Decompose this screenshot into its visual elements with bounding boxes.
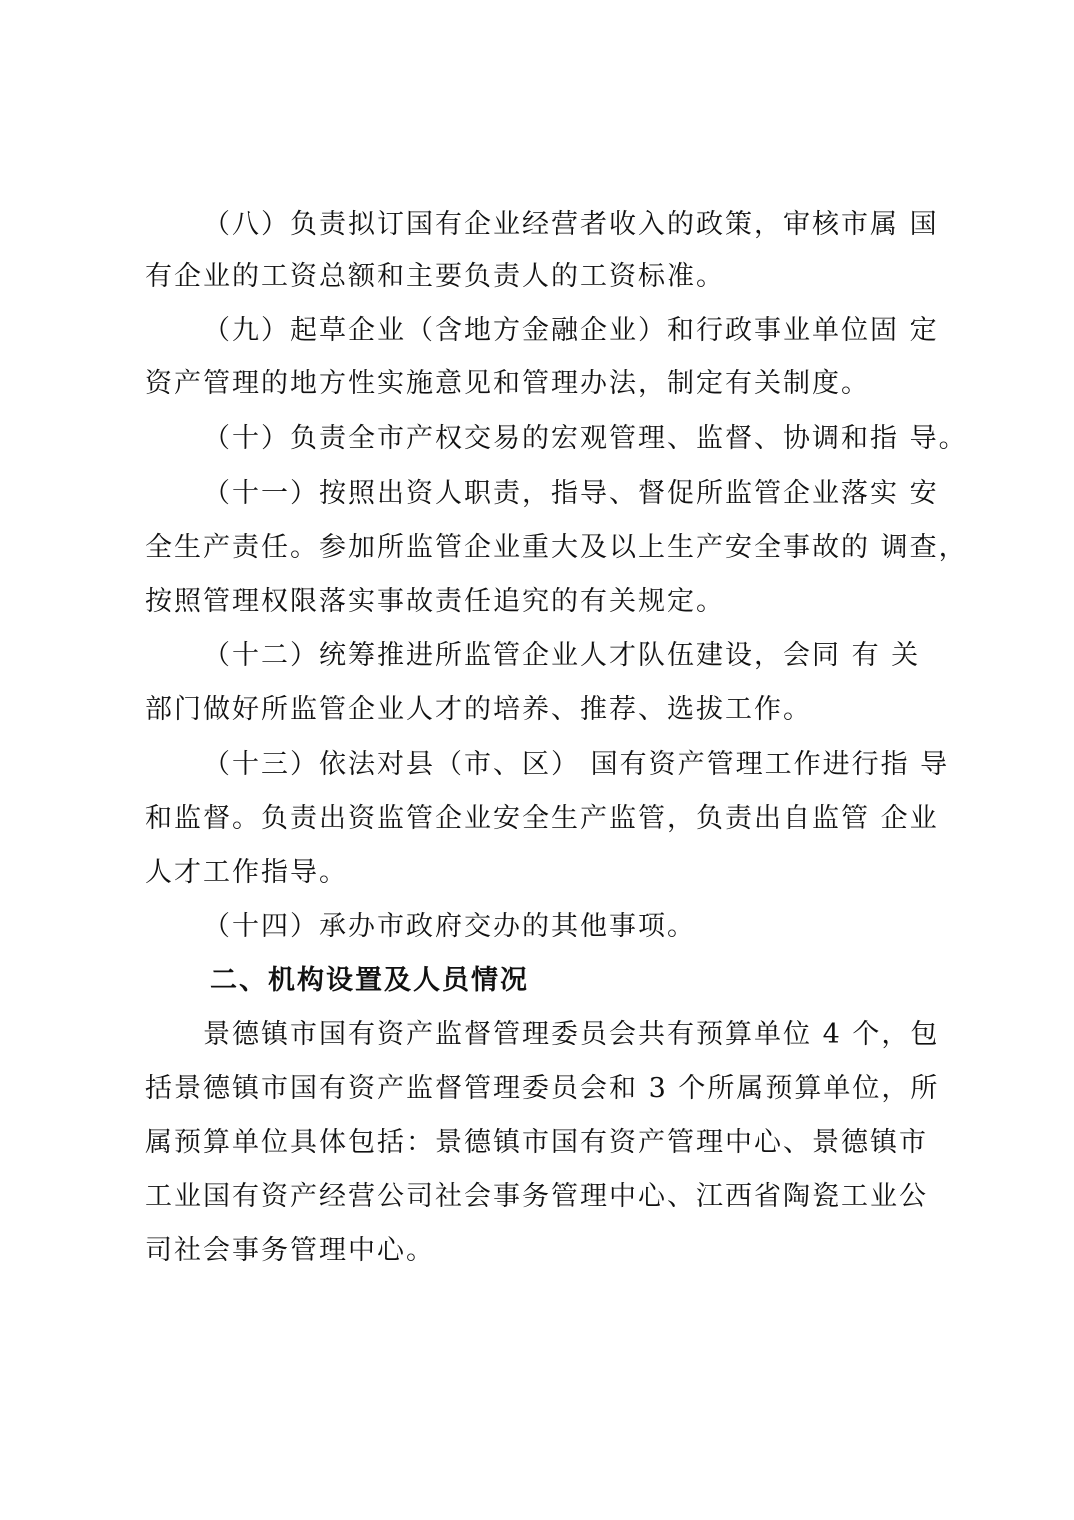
org-paragraph-line-2: 括景德镇市国有资产监督管理委员会和 3 个所属预算单位，所	[145, 1073, 940, 1104]
paragraph-14-line-1: （十四）承办市政府交办的其他事项。	[203, 911, 696, 942]
paragraph-11-line-3: 按照管理权限落实事故责任追究的有关规定。	[145, 586, 725, 617]
org-paragraph-line-5: 司社会事务管理中心。	[145, 1235, 435, 1266]
org-paragraph-line-3: 属预算单位具体包括：景德镇市国有资产管理中心、景德镇市	[145, 1127, 928, 1158]
paragraph-13-line-1: （十三）依法对县（市、区） 国有资产管理工作进行指 导	[203, 749, 950, 780]
paragraph-10-line-1: （十）负责全市产权交易的宏观管理、监督、协调和指 导。	[203, 423, 968, 454]
paragraph-11-line-2: 全生产责任。参加所监管企业重大及以上生产安全事故的 调查，	[145, 532, 968, 563]
section-heading: 二、机构设置及人员情况	[210, 965, 529, 996]
paragraph-8-line-2: 有企业的工资总额和主要负责人的工资标准。	[145, 261, 725, 292]
paragraph-13-line-2: 和监督。负责出资监管企业安全生产监管，负责出自监管 企业	[145, 803, 939, 834]
paragraph-11-line-1: （十一）按照出资人职责，指导、督促所监管企业落实 安	[203, 478, 939, 509]
paragraph-12-line-1: （十二）统筹推进所监管企业人才队伍建设，会同 有 关	[203, 640, 921, 671]
paragraph-13-line-3: 人才工作指导。	[145, 857, 348, 888]
paragraph-8-line-1: （八）负责拟订国有企业经营者收入的政策，审核市属 国	[203, 209, 939, 240]
paragraph-9-line-1: （九）起草企业（含地方金融企业）和行政事业单位固 定	[203, 315, 939, 346]
org-paragraph-line-1: 景德镇市国有资产监督管理委员会共有预算单位 4 个，包	[203, 1019, 940, 1050]
org-paragraph-line-4: 工业国有资产经营公司社会事务管理中心、江西省陶瓷工业公	[145, 1181, 928, 1212]
paragraph-9-line-2: 资产管理的地方性实施意见和管理办法，制定有关制度。	[145, 368, 870, 399]
paragraph-12-line-2: 部门做好所监管企业人才的培养、推荐、选拔工作。	[145, 694, 812, 725]
